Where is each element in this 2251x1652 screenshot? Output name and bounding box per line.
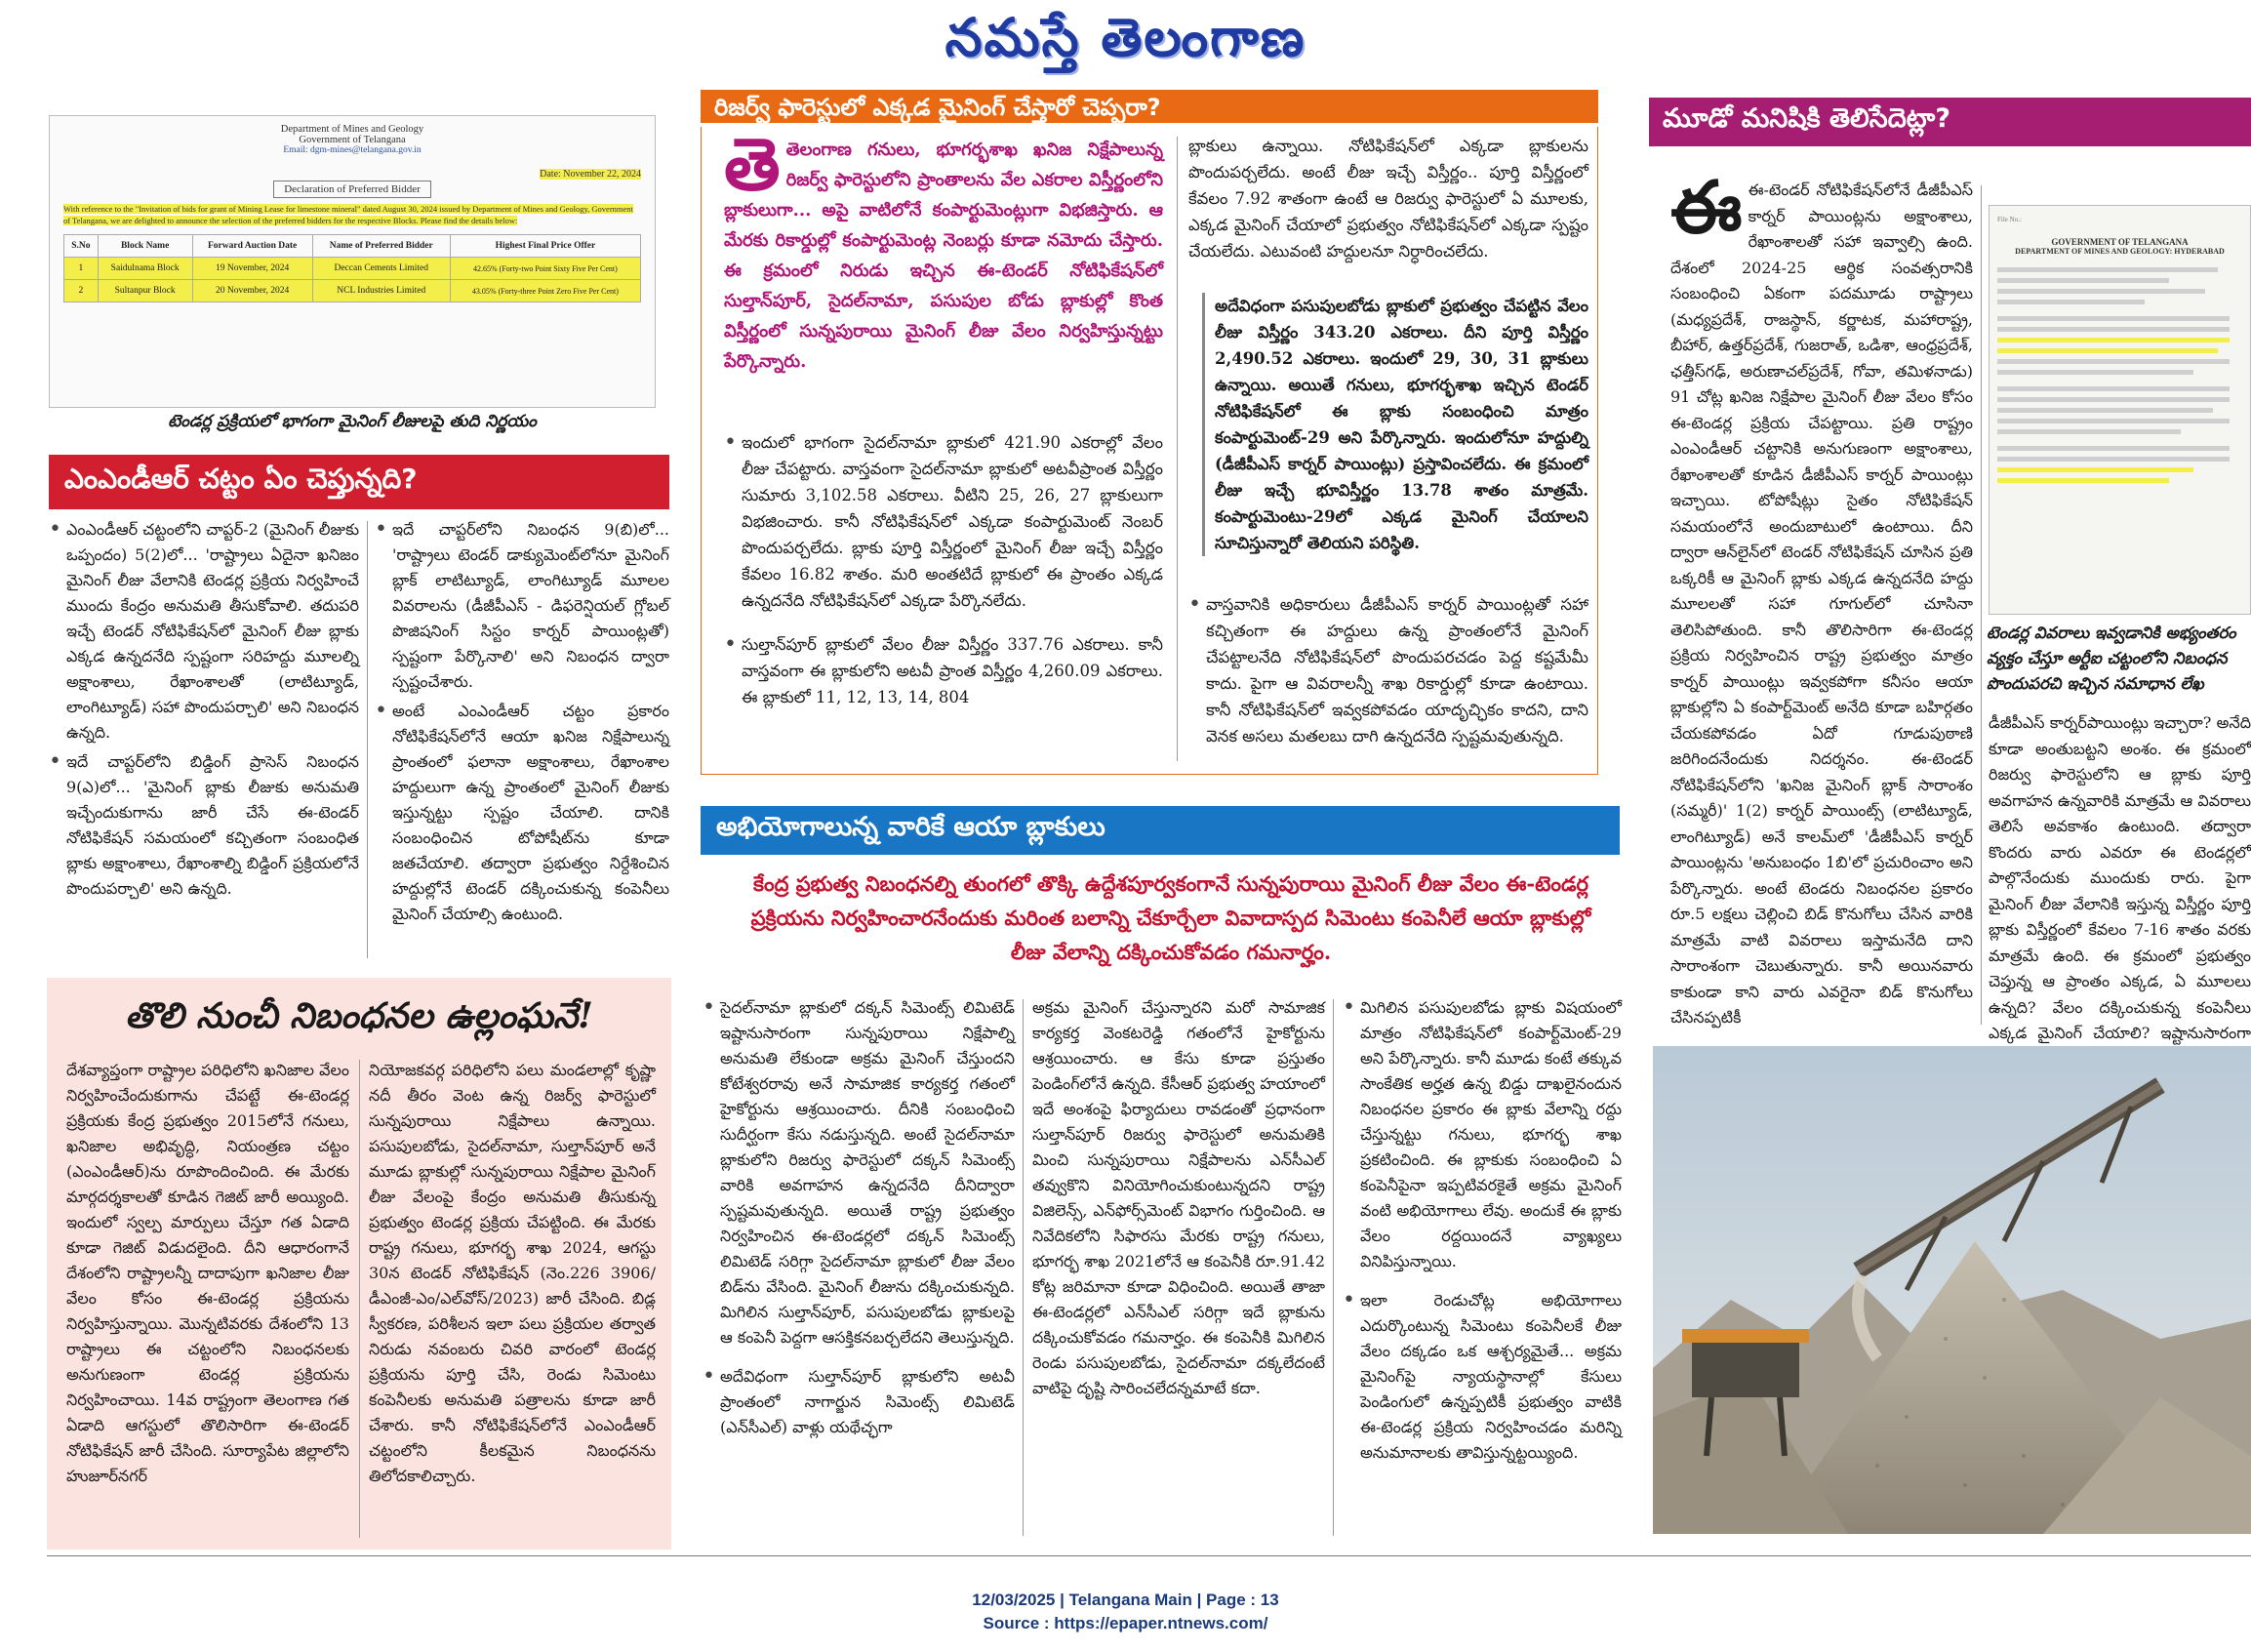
mmdr-col-2 bbox=[375, 517, 669, 927]
allegations-col-3 bbox=[1343, 995, 1622, 1542]
third-dropcap: ఈ bbox=[1670, 166, 1743, 250]
lead-dropcap: తె bbox=[724, 123, 781, 207]
doc-col-block: Block Name bbox=[98, 235, 192, 258]
center-right-bullet bbox=[1188, 591, 1588, 749]
allegations-col-1 bbox=[703, 995, 1015, 1542]
footer-source: Source : https://epaper.ntnews.com/ bbox=[983, 1614, 1268, 1632]
pasupulabodu-point: • మిగిలిన పసుపులబోడు బ్లాకు విషయంలో మాత్రం నోటిఫికేషన్‌లో కంపార్ట్‌మెంట్-29 అని పేర్కొన్నారు. కానీ మూడు కంటే తక్కువ సాంకేతిక అర్హత ఉన్న బిడ్డు దాఖలైనందున నిబంధనల ప్రకారం ఈ బ్లాకు వేలాన్ని రద్దు చేస్తున్నట్టు గనులు, భూగర్భ శాఖ ప్రకటించింది. ఈ బ్లాకుకు సంబంధించి ఏ కంపెనీపైనా ఇప్పటివరకైతే అక్రమ మైనింగ్ వంటి అభియోగాలు లేవు. అందుకే ఈ బ్లాకు వేలం రద్దయిందనే వ్యాఖ్యలు వినిపిస్తున్నాయి. bbox=[1343, 995, 1622, 1274]
doc-cell: Deccan Cements Limited bbox=[312, 258, 450, 280]
rti-file-no: File No.: bbox=[1997, 216, 2022, 223]
rti-gov-title: GOVERNMENT OF TELANGANA bbox=[2051, 237, 2189, 247]
doc-cell: Sultanpur Block bbox=[98, 280, 192, 302]
column-divider bbox=[359, 1060, 360, 1538]
doc-department: Department of Mines and Geology bbox=[280, 124, 424, 135]
allegations-col-2: అక్రమ మైనింగ్ చేస్తున్నారని మరో సామాజిక కార్యకర్త వెంకటరెడ్డి గతంలోనే హైకోర్టును ఆశ్రయించారు. ఆ కేసు కూడా ప్రస్తుతం పెండింగ్‌లోనే ఉన్నది. కేసీఆర్ ప్రభుత్వ హయాంలో ఇదే అంశంపై ఫిర్యాదులు రావడంతో ప్రధానంగా సుల్తాన్‌పూర్ రిజర్వు ఫారెస్టులో అనుమతికి మించి సున్నపురాయి నిక్షేపాలను ఎన్‌సీఎల్ తవ్వుకొని వినియోగించుకుంటున్నదని రాష్ట్ర విజిలెన్స్, ఎన్‌ఫోర్స్‌మెంట్ విభాగం గుర్తించింది. ఆ నివేదికలోని సిఫారసు మేరకు రాష్ట్ర గనులు, భూగర్భ శాఖ 2021లోనే ఆ కంపెనీకి రూ.91.42 కోట్ల జరిమానా కూడా విధించింది. అయితే తాజా ఈ-టెండర్లలో ఎన్‌సీఎల్ సరిగ్గా ఇదే బ్లాకును దక్కించుకోవడం గమనార్హం. ఈ కంపెనీకి మిగిలిన రెండు పసుపులబోడు, సైదల్‌నామా దక్కలేదంటే వాటిపై దృష్టి సారించలేదన్నమాటే కదా. bbox=[1032, 998, 1325, 1397]
saidulnama-point: • ఇందులో భాగంగా సైదల్‌నామా బ్లాకులో 421.90 ఎకరాల్లో వేలం లీజు చేపట్టారు. వాస్తవంగా సైదల్‌నామా బ్లాకులో అటవీప్రాంత విస్తీర్ణం సుమారు 3,102.58 ఎకరాలు. వీటిని 25, 26, 27 బ్లాకులుగా విభజించారు. కానీ నోటిఫికేషన్‌లో ఎక్కడా కంపార్టుమెంట్ నెంబర్ పొందుపర్చలేదు. బ్లాకు పూర్తి విస్తీర్ణంలో మైనింగ్ లీజు ఇచ్చే విస్తీర్ణం కేవలం 16.82 శాతం. మరి అంతటిదే బ్లాకులో ఈ ప్రాంతం ఎక్కడ ఉన్నదనేది నోటిఫికేషన్‌లో ఎక్కడా పేర్కొనలేదు. bbox=[724, 429, 1163, 614]
doc-table bbox=[63, 234, 641, 302]
deccan-point: • సైదల్‌నామా బ్లాకులో దక్కన్ సిమెంట్స్ లిమిటెడ్ ఇష్టానుసారంగా సున్నపురాయి నిక్షేపాల్ని అనుమతి లేకుండా అక్రమ మైనింగ్ చేస్తుందని కోటేశ్వరరావు అనే సామాజిక కార్యకర్త గతంలో హైకోర్టును ఆశ్రయించారు. దీనికి సంబంధించి సుదీర్ఘంగా కేసు నడుస్తున్నది. అంటే సైదల్‌నామా బ్లాకులోని రిజర్వు ఫారెస్టులో దక్కన్ సిమెంట్స్ వారికి అవగాహన ఉన్నదనేది దీనిద్వారా స్పష్టమవుతున్నది. అయితే రాష్ట్ర ప్రభుత్వం నిర్వహించిన ఈ-టెండర్లలో దక్కన్ సిమెంట్స్ లిమిటెడ్ సరిగ్గా సైదల్‌నామా బ్లాకులో లీజు వేలం బిడ్‌ను వేసింది. మైనింగ్ లీజును దక్కించుకున్నది. మిగిలిన సుల్తాన్‌పూర్, పసుపులబోడు బ్లాకులపై ఆ కంపెనీ పెద్దగా ఆసక్తికనబర్చలేదని తెలుస్తున్నది. bbox=[703, 995, 1015, 1350]
center-top-banner: రిజర్వ్ ఫారెస్టులో ఎక్కడ మైనింగ్ చేస్తారో చెప్పరా? bbox=[701, 90, 1598, 123]
rti-letter-body bbox=[1997, 267, 2242, 483]
mmdr-point-3: • ఇదే చాప్టర్‌లోని నిబంధన 9(బి)లో... 'రాష్ట్రాలు టెండర్ డాక్యుమెంట్‌లోనూ మైనింగ్ బ్లాక్ లాటిట్యూడ్, లాంగిట్యూడ్ మూలల వివరాలను (డీజీపీఎస్ - డిఫరెన్షియల్ గ్లోబల్ పొజిషనింగ్ సిస్టం కార్నర్ పాయింట్లతో) స్పష్టంగా పేర్కొనాలి' అని నిబంధన ద్వారా స్పష్టంచేశారు. bbox=[375, 517, 669, 695]
sultanpur-point: • సుల్తాన్‌పూర్ బ్లాకులో వేలం లీజు విస్తీర్ణం 337.76 ఎకరాలు. కానీ వాస్తవంగా ఈ బ్లాకులోని అటవీ ప్రాంత విస్తీర్ణం 4,260.09 ఎకరాలు. ఈ బ్లాకులో 11, 12, 13, 14, 804 bbox=[724, 631, 1163, 710]
third-person-text: ఈ-టెండర్ నోటిఫికేషన్‌లోనే డీజీపీఎస్ కార్నర్ పాయింట్లను అక్షాంశాలు, రేఖాంశాలతో సహా ఇవ్వాల్సి ఉంది. దేశంలో 2024-25 ఆర్థిక సంవత్సరానికి సంబంధించి ఏకంగా పదమూడు రాష్ట్రాలు (మధ్యప్రదేశ్, రాజస్థాన్, కర్ణాటక, మహారాష్ట్ర, బీహార్, ఉత్తర్‌ప్రదేశ్, గుజరాత్, ఒడిశా, ఆంధ్రప్రదేశ్, ఛత్తీస్‌గఢ్, అరుణాచల్‌ప్రదేశ్, గోవా, తమిళనాడు) 91 చోట్ల ఖనిజ నిక్షేపాల మైనింగ్ లీజు వేలం కోసం ఈ-టెండర్ల ప్రక్రియ చేపట్టాయి. ప్రతి రాష్ట్రం ఎంఎండీఆర్ చట్టానికి అనుగుణంగా అక్షాంశాలు, రేఖాంశాలతో కూడిన డీజీపీఎస్ కార్నర్ పాయింట్లు ఇచ్చాయి. టోపోషీట్లు సైతం నోటిఫికేషన్ సమయంలోనే అందుబాటులో ఉంటాయి. దీని ద్వారా ఆన్‌లైన్‌లో టెండర్ నోటిఫికేషన్ చూసిన ప్రతి ఒక్కరికీ ఆ మైనింగ్ బ్లాకు ఎక్కడ ఉన్నదనేది హద్దు మూలలతో సహా గూగుల్‌లో చూసినా తెలిసిపోతుంది. కానీ తొలిసారిగా ఈ-టెండర్ల ప్రక్రియ నిర్వహించిన రాష్ట్ర ప్రభుత్వం మాత్రం కార్నర్ పాయింట్లు ఇవ్వకపోగా కనీసం ఆయా బ్లాకుల్లోని ఏ కంపార్ట్‌మెంట్ అనేది కూడా బహిర్గతం చేయకపోవడం ఏదో గూడుపుఠాణి జరిగిందనేందుకు నిదర్శనం. ఈ-టెండర్ నోటిఫికేషన్‌లోని 'ఖనిజ మైనింగ్ బ్లాక్ సారాంశం (సమ్మరీ)' 1(2) కార్నర్ పాయింట్స్ (లాటిట్యూడ్, లాంగిట్యూడ్) అనే కాలమ్‌లో 'డీజీపీఎస్ కార్నర్ పాయింట్లను 'అనుబంధం 1బి'లో ప్రచురించాం అని పేర్కొన్నారు. అంటే టెండరు నిబంధనల ప్రకారం రూ.5 లక్షలు చెల్లించి బిడ్ కొనుగోలు చేసిన వారికి మాత్రమే వాటి వివరాలు ఇస్తామనేది దాని సారాంశంగా చెబుతున్నారు. కానీ అయినవారు కాకుండా కాని వారు ఎవరైనా బిడ్ కొనుగోలు చేసినప్పటికీ bbox=[1670, 181, 1973, 1027]
allegations-deck: కేంద్ర ప్రభుత్వ నిబంధనల్ని తుంగలో తొక్కి ఉద్దేశపూర్వకంగానే సున్నపురాయి మైనింగ్ లీజు వేలం ఈ-టెండర్ల ప్రక్రియను నిర్వహించారనేందుకు మరింత బలాన్ని చేకూర్చేలా వివాదాస్పద సిమెంటు కంపెనీలే ఆయా బ్లాకుల్లో లీజు వేలాన్ని దక్కించుకోవడం గమనార్హం. bbox=[750, 871, 1591, 964]
lead-text: తెలంగాణ గనులు, భూగర్భశాఖ ఖనిజ నిక్షేపాలున్న రిజర్వ్ ఫారెస్టులోని ప్రాంతాలను వేల ఎకరాల విస్తీర్ణంలోని బ్లాకులుగా... అపై వాటిలోనే కంపార్టుమెంట్లుగా విభజిస్తారు. ఆ మేరకు రికార్డుల్లో కంపార్టుమెంట్ల నెంబర్లు కూడా నమోదు చేస్తారు. ఈ క్రమంలో నిరుడు ఇచ్చిన ఈ-టెండర్ నోటిఫికేషన్‌లో సుల్తాన్‌పూర్, సైదల్‌నామా, పసుపుల బోడు బ్లాకుల్లో కొంత విస్తీర్ణంలో సున్నపురాయి మైనింగ్ లీజు వేలం నిర్వహిస్తున్నట్టు పేర్కొన్నారు. bbox=[724, 140, 1163, 372]
rti-dept-title: DEPARTMENT OF MINES AND GEOLOGY: HYDERABAD bbox=[2015, 247, 2225, 256]
crusher-conveyor-illustration bbox=[1653, 1046, 2251, 1534]
doc-cell: NCL Industries Limited bbox=[312, 280, 450, 302]
column-divider bbox=[1333, 999, 1334, 1536]
mmdr-point-2: • ఇదే చాప్టర్‌లోని బిడ్డింగ్ ప్రాసెస్ నిబంధన 9(ఎ)లో... 'మైనింగ్ బ్లాకు లీజుకు అనుమతి ఇచ్చేందుకుగాను జారీ చేసే ఈ-టెండర్ నోటిఫికేషన్ సమయంలో కచ్చితంగా సంబంధిత బ్లాకు అక్షాంశాలు, రేఖాంశాల్ని బిడ్డింగ్ ప్రక్రియలోనే పొందుపర్చాలి' అని ఉన్నది. bbox=[49, 749, 359, 902]
mmdr-col-1 bbox=[49, 517, 359, 902]
doc-cell: 20 November, 2024 bbox=[192, 280, 312, 302]
violation-col-1: దేశవ్యాప్తంగా రాష్ట్రాల పరిధిలోని ఖనిజాల వేలం నిర్వహించేందుకుగాను చేపట్టే ఈ-టెండర్ల ప్రక్రియకు కేంద్ర ప్రభుత్వం 2015లోనే గనులు, ఖనిజాల అభివృద్ధి, నియంత్రణ చట్టం (ఎంఎండీఆర్)ను రూపొందించింది. ఈ మేరకు మార్గదర్శకాలతో కూడిన గెజిట్ జారీ అయ్యింది. ఇందులో స్వల్ప మార్పులు చేస్తూ గత ఏడాది కూడా గెజిట్ విడుదలైంది. దీని ఆధారంగానే దేశంలోని రాష్ట్రాలన్నీ దాదాపుగా ఖనిజాల లీజు వేలం కోసం ఈ-టెండర్ల ప్రక్రియను నిర్వహిస్తున్నాయి. మొన్నటివరకు దేశంలోని 13 రాష్ట్రాలు ఈ చట్టంలోని నిబంధనలకు అనుగుణంగా టెండర్ల ప్రక్రియను నిర్వహించాయి. 14వ రాష్ట్రంగా తెలంగాణ గత ఏడాది ఆగస్టులో తొలిసారిగా ఈ-టెండర్ నోటిఫికేషన్ జారీ చేసింది. సూర్యాపేట జిల్లాలోని హుజూర్‌నగర్ bbox=[66, 1061, 349, 1485]
center-lead bbox=[724, 123, 1163, 377]
table-row bbox=[64, 258, 641, 280]
ncl-point: • అదేవిధంగా సుల్తాన్‌పూర్ బ్లాకులోని అటవీ ప్రాంతంలో నాగార్జున సిమెంట్స్ లిమిటెడ్ (ఎన్‌సీఎల్) వాళ్లు యథేచ్ఛగా bbox=[703, 1364, 1015, 1440]
doc-email: Email: dgm-mines@telangana.gov.in bbox=[283, 145, 422, 155]
violation-col-2: నియోజకవర్గ పరిధిలోని పలు మండలాల్లో కృష్ణా నదీ తీరం వెంట ఉన్న రిజర్వ్ ఫారెస్టులో సున్నపురాయి నిక్షేపాలు ఉన్నాయి. పసుపులబోడు, సైదల్‌నామా, సుల్తాన్‌పూర్ అనే మూడు బ్లాకుల్లో సున్నపురాయి నిక్షేపాల మైనింగ్ లీజు వేలంపై కేంద్రం అనుమతి తీసుకున్న ప్రభుత్వం టెండర్ల ప్రక్రియ చేపట్టింది. ఈ మేరకు రాష్ట్ర గనులు, భూగర్భ శాఖ 2024, ఆగస్టు 30న టెండర్ నోటిఫికేషన్ (నెం.226 3906/డీఎంజీ-ఎం/ఎల్‌వోస్/2023) జారీ చేసింది. బిడ్ల స్వీకరణ, పరిశీలన ఇలా పలు ప్రక్రియల తర్వాత నిరుడు నవంబరు చివరి వారంలో టెండర్ల ప్రక్రియను పూర్తి చేసి, రెండు సిమెంటు కంపెనీలకు అనుమతి పత్రాలను కూడా జారీ చేశారు. కానీ నోటిఫికేషన్‌లోనే ఎంఎండీఆర్ చట్టంలోని కీలకమైన నిబంధనను తిలోదకాలిచ్చారు. bbox=[369, 1061, 656, 1485]
third-person-banner: మూడో మనిషికి తెలిసేదెట్లా? bbox=[1649, 98, 2251, 146]
cement-companies-point: • ఇలా రెండుచోట్ల అభియోగాలు ఎదుర్కొంటున్న సిమెంటు కంపెనీలకే లీజు వేలం దక్కడం ఒక ఆశ్చర్యమైతే... అక్రమ మైనింగ్‌పై న్యాయస్థానాల్లో కేసులు పెండింగులో ఉన్నప్పటికీ ప్రభుత్వం వాటికి ఈ-టెండర్ల ప్రక్రియ నిర్వహించడం మరిన్ని అనుమానాలకు తావిస్తున్నట్టయ్యింది. bbox=[1343, 1288, 1622, 1466]
footer-page-info: 12/03/2025 | Telangana Main | Page : 13 bbox=[972, 1591, 1279, 1609]
rti-letter-image bbox=[1989, 205, 2251, 615]
doc-col-bidder: Name of Preferred Bidder bbox=[312, 235, 450, 258]
mmdr-point-4: • అంటే ఎంఎండీఆర్ చట్టం ప్రకారం నోటిఫికేషన్‌లోనే ఆయా ఖనిజ నిక్షేపాలున్న ప్రాంతంలో ఫలానా అక్షాంశాలు, రేఖాంశాల హద్దులుగా ఉన్న ప్రాంతంలో మైనింగ్ లీజుకు ఇస్తున్నట్టు స్పష్టం చేయాలి. దానికి సంబంధించిన టోపోషీట్‌ను కూడా జతచేయాలి. తద్వారా ప్రభుత్వం నిర్దేశించిన హద్దుల్లోనే టెండర్ దక్కించుకున్న కంపెనీలు మైనింగ్ చేయాల్సి ఉంటుంది. bbox=[375, 699, 669, 927]
doc-date: Date: November 22, 2024 bbox=[540, 169, 641, 180]
dgps-point: • వాస్తవానికి అధికారులు డీజీపీఎస్ కార్నర్ పాయింట్లతో సహా కచ్చితంగా ఈ హద్దులు ఉన్న ప్రాంతంలోనే మైనింగ్ చేపట్టాలనేది నోటిఫికేషన్‌లో పొందుపరచడం పెద్ద కష్టమేమీ కాదు. పైగా ఆ వివరాలన్నీ శాఖ రికార్డుల్లో కూడా ఉంటాయి. కానీ నోటిఫికేషన్‌లో ఇవ్వకపోవడం యాదృచ్ఛికం కాదని, దాని వెనక అసలు మతలబు దాగి ఉన్నదనేది స్పష్టమవుతున్నది. bbox=[1188, 591, 1588, 749]
column-divider bbox=[1177, 137, 1178, 761]
masthead-title: నమస్తే తెలంగాణ bbox=[945, 6, 1306, 68]
third-person-col-1 bbox=[1670, 166, 1973, 1028]
pasupulabodu-box: అదేవిధంగా పసుపులబోడు బ్లాకులో ప్రభుత్వం చేపట్టిన వేలం లీజు విస్తీర్ణం 343.20 ఎకరాలు. దీని పూర్తి విస్తీర్ణం 2,490.52 ఎకరాలు. ఇందులో 29, 30, 31 బ్లాకులు ఉన్నాయి. అయితే గనులు, భూగర్భశాఖ ఇచ్చిన టెండర్ నోటిఫికేషన్‌లో ఈ బ్లాకు సంబంధించి మాత్రం కంపార్టుమెంట్-29 అని పేర్కొన్నారు. ఇందులోనూ హద్దుల్ని (డీజీపీఎస్ కార్నర్ పాయింట్లు) ప్రస్తావించలేదు. ఈ క్రమంలో లీజు ఇచ్చే భూవిస్తీర్ణం 13.78 శాతం మాత్రమే. కంపార్టుమెంటు-29లో ఎక్కడ మైనింగ్ చేయాలని సూచిస్తున్నారో తెలియని పరిస్థితి. bbox=[1202, 293, 1588, 556]
center-left-bullets bbox=[724, 429, 1163, 710]
rti-letter-caption: టెండర్ల వివరాలు ఇవ్వడానికి అభ్యంతరం వ్యక్తం చేస్తూ అర్టీఐ చట్టంలోని నిబంధన పొందుపరచి ఇచ్చిన సమాధాన లేఖ bbox=[1987, 624, 2236, 693]
doc-cell: 42.65% (Forty-two Point Sixty Five Per Cent) bbox=[450, 258, 640, 280]
doc-cell: 43.05% (Forty-three Point Zero Five Per Cent) bbox=[450, 280, 640, 302]
doc-cell: 19 November, 2024 bbox=[192, 258, 312, 280]
column-divider bbox=[1981, 185, 1982, 1025]
violation-box bbox=[47, 978, 671, 1550]
notice-document-image bbox=[49, 115, 656, 408]
violation-headline: తొలి నుంచీ నిబంధనల ఉల్లంఘనే! bbox=[125, 995, 593, 1036]
doc-cell: Saidulnama Block bbox=[98, 258, 192, 280]
column-divider bbox=[1023, 999, 1024, 1536]
doc-heading: Declaration of Preferred Bidder bbox=[273, 181, 431, 198]
table-row bbox=[64, 280, 641, 302]
doc-cell: 2 bbox=[64, 280, 99, 302]
page-bottom-rule bbox=[47, 1555, 2251, 1556]
mmdr-point-1: • ఎంఎండీఆర్ చట్టంలోని చాప్టర్-2 (మైనింగ్ లీజుకు ఒప్పందం) 5(2)లో... 'రాష్ట్రాలు ఏదైనా ఖనిజం మైనింగ్ లీజు వేలానికి టెండర్ల ప్రక్రియ నిర్వహించే ముందు కేంద్రం అనుమతి తీసుకోవాలి. తదుపరి ఇచ్చే టెండర్ నోటిఫికేషన్‌లో మైనింగ్ లీజు బ్లాకు ఎక్కడ ఉన్నదనేది స్పష్టంగా సరిహద్దు మూలల్ని అక్షాంశాలు, రేఖాంశాలతో (లాటిట్యూడ్, లాంగిట్యూడ్) సహా పొందుపర్చాలి' అని నిబంధన ఉన్నది. bbox=[49, 517, 359, 745]
doc-cell: 1 bbox=[64, 258, 99, 280]
doc-image-caption: టెండర్ల ప్రక్రియలో భాగంగా మైనింగ్ లీజులపై తుది నిర్ణయం bbox=[168, 412, 537, 431]
third-person-col-2: డీజీపీఎస్ కార్నర్‌పాయింట్లు ఇచ్చారా? అనేది కూడా అంతుబట్టని అంశం. ఈ క్రమంలో రిజర్వు ఫారెస్టులోని ఆ బ్లాకు పూర్తి అవగాహన ఉన్నవారికి మాత్రమే ఆ వివరాలు తెలిసే అవకాశం ఉంటుంది. తద్వారా కొందరు వారు ఎవరూ ఈ టెండర్లలో పాల్గొనేందుకు ముందుకు రారు. పైగా మైనింగ్ లీజు వేలానికి ఇస్తున్న విస్తీర్ణం పూర్తి బ్లాకు విస్తీర్ణంలో కేవలం 7-16 శాతం వరకు మాత్రమే ఉంది. ఈ క్రమంలో ప్రభుత్వం చెప్తున్న ఆ ప్రాంతం ఎక్కడ, ఏ మూలలు ఉన్నది? వేలం దక్కించుకున్న కంపెనీలు ఎక్కడ మైనింగ్ చేయాలి? ఇష్టానుసారంగా bbox=[1989, 713, 2251, 1042]
doc-government: Government of Telangana bbox=[299, 135, 406, 145]
limestone-mining-photo bbox=[1653, 1046, 2251, 1534]
allegations-banner: అభియోగాలున్న వారికే ఆయా బ్లాకులు bbox=[701, 806, 1620, 855]
doc-intro: With reference to the "Invitation of bids for grant of Mining Lease for limestone mineral" dated August 30, 2024 issued by Department of Mines and Geology, Government of Telangana, we are delighted to announce the selection of the preferred bidders for the respective Blocks. Please find the details below: bbox=[63, 204, 633, 225]
doc-col-date: Forward Auction Date bbox=[192, 235, 312, 258]
doc-col-sno: S.No bbox=[64, 235, 99, 258]
mmdr-section-banner: ఎంఎండీఆర్ చట్టం ఏం చెప్తున్నది? bbox=[49, 455, 669, 509]
center-right-top: బ్లాకులు ఉన్నాయి. నోటిఫికేషన్‌లో ఎక్కడా బ్లాకులను పొందుపర్చలేదు. అంటే లీజు ఇచ్చే విస్తీర్ణం.. పూర్తి విస్తీర్ణంలో కేవలం 7.92 శాతంగా ఉంటే ఆ రిజర్వు ఫారెస్టులో ఏ మూలకు, ఎక్కడ మైనింగ్ చేయాలో ప్రభుత్వం నోటిఫికేషన్‌లో ఎక్కడా స్పష్టం చేయలేదు. ఎటువంటి హద్దులనూ నిర్ధారించలేదు. bbox=[1188, 137, 1588, 261]
column-divider bbox=[367, 521, 368, 958]
doc-col-price: Highest Final Price Offer bbox=[450, 235, 640, 258]
